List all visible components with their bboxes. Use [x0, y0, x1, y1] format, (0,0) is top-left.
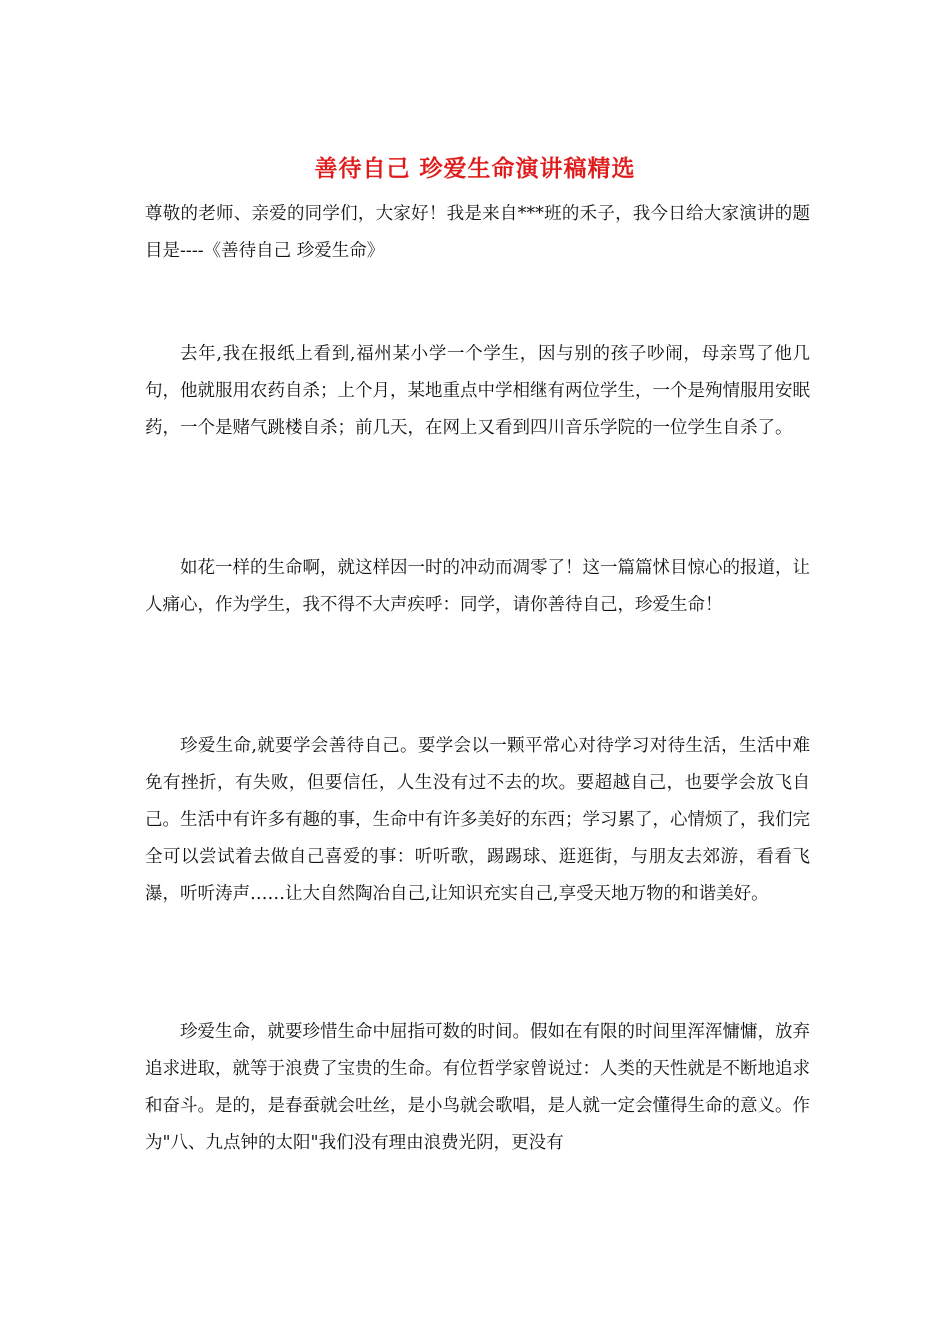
body-paragraph-4: 珍爱生命，就要珍惜生命中屈指可数的时间。假如在有限的时间里浑浑慵慵，放弃追求进取，就等于浪费了宝贵的生命。有位哲学家曾说过：人类的天性就是不断地追求和奋斗。是的，是春蚕就会吐丝，是小鸟就会歌唱，是人就一定会懂得生命的意义。作为"八、九点钟的太阳"我们没有理由浪费光阴，更没有 [145, 1022, 810, 1153]
document-title: 善待自己 珍爱生命演讲稿精选 [314, 155, 636, 182]
body-paragraph-1: 去年,我在报纸上看到,福州某小学一个学生，因与别的孩子吵闹，母亲骂了他几句，他就服用农药自杀；上个月，某地重点中学相继有两位学生，一个是殉情服用安眠药，一个是赌气跳楼自杀；前几天，在网上又看到四川音乐学院的一位学生自杀了。 [145, 344, 810, 438]
body-paragraph-3: 珍爱生命,就要学会善待自己。要学会以一颗平常心对待学习对待生活，生活中难免有挫折，有失败，但要信任，人生没有过不去的坎。要超越自己，也要学会放飞自己。生活中有许多有趣的事，生命中有许多美好的东西；学习累了，心情烦了，我们完全可以尝试着去做自己喜爱的事：听听歌，踢踢球、逛逛街，与朋友去郊游，看看飞瀑，听听涛声……让大自然陶冶自己,让知识充实自己,享受天地万物的和谐美好。 [145, 736, 810, 904]
intro-paragraph: 尊敬的老师、亲爱的同学们，大家好！我是来自***班的禾子，我今日给大家演讲的题目是----《善待自己 珍爱生命》 [145, 204, 810, 261]
body-paragraph-2: 如花一样的生命啊，就这样因一时的冲动而凋零了！这一篇篇怵目惊心的报道，让人痛心，作为学生，我不得不大声疾呼：同学，请你善待自己，珍爱生命！ [145, 558, 810, 615]
